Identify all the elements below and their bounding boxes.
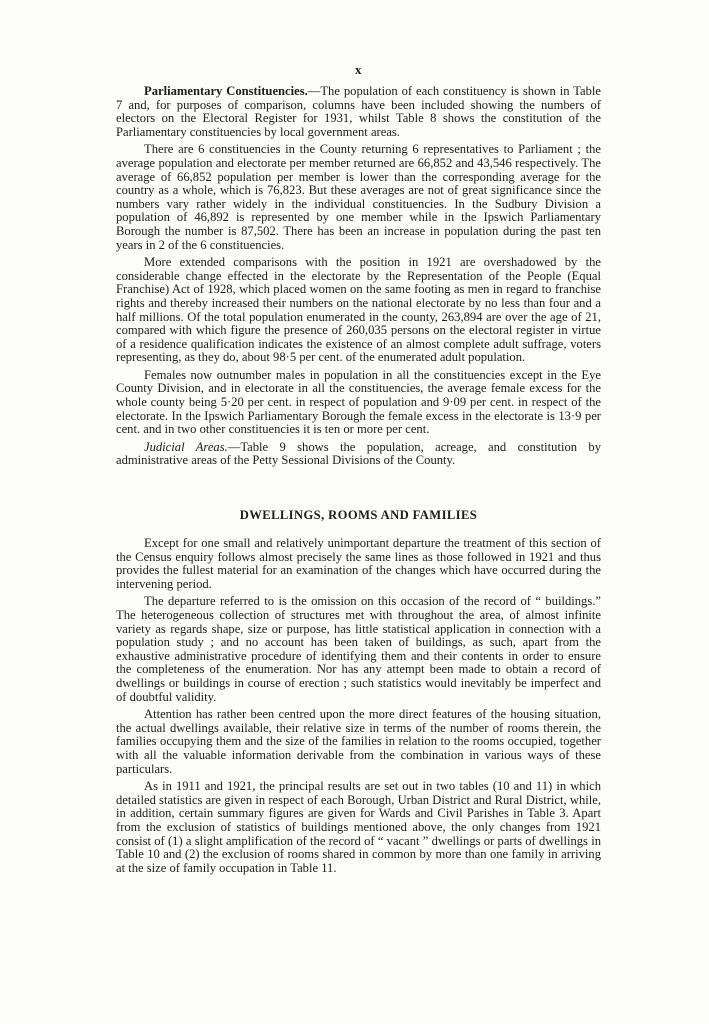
paragraph-lead-heading: Parliamentary Constituencies. (144, 84, 308, 98)
paragraph-housing-situation: Attention has rather been centred upon the more direct features of the housing situation, the actual dwellings available, their relative size in terms of the number of rooms therein, the families occupying them and the size of the families in relation to the rooms occupied, together with all the valuable information derivable from the combination in various ways of these particulars. (116, 707, 601, 776)
paragraph-female-excess: Females now outnumber males in population in all the constituencies except in the Eye County Division, and in electorate in all the constituencies, the average female excess for the whole county being 5·20 per cent. in respect of population and 9·09 per cent. in respect of the electorate. In the Ipswich Parliamentary Borough the female excess in the electorate is 13·9 per cent. and in two other constituencies it is ten or more per cent. (116, 367, 601, 437)
paragraph-constituency-averages: There are 6 constituencies in the County returning 6 representatives to Parliament ; the average population and electorate per member returned are 66,852 and 43,546 respectively. The average of 66,852 population per member is lower than the corresponding average for the country as a whole, which is 76,823. But these averages are not of great significance since the numbers vary rather widely in the individual constituencies. In the Sudbury Division a population of 46,892 is represented by one member while in the Ipswich Parliamentary Borough the number is 87,502. There has been an increase in population during the past ten years in 2 of the 6 constituencies. (116, 142, 601, 252)
paragraph-judicial-areas (116, 441, 601, 468)
paragraph-buildings-omission: The departure referred to is the omission on this occasion of the record of “ buildings.” The heterogeneous collection of structures met with throughout the area, of almost infinite variety as regards shape, size or purpose, has little statistical application in connection with a population study ; and no account has been taken of buildings, as such, apart from the exhaustive administrative procedure of identifying them and their contents in order to ensure the completeness of the enumeration. Nor has any attempt been made to obtain a record of dwellings or buildings in course of erection ; such statistics would inevitably be imperfect and of doubtful validity. (116, 594, 601, 704)
paragraph-text: —The population of each constituency is shown in Table 7 and, for purposes of comparison, columns have been included showing the numbers of electors on the Electoral Register for 1931, whilst Table 8 shows the constitution of the Parliamentary constituencies by local government areas. (116, 84, 601, 139)
page-number: x (355, 62, 362, 77)
paragraph-parliamentary-constituencies (116, 85, 601, 139)
paragraph-electorate-comparison: More extended comparisons with the position in 1921 are overshadowed by the considerable change effected in the electorate by the Representation of the People (Equal Franchise) Act of 1928, which placed women on the same footing as men in regard to franchise rights and thereby increased their numbers on the national electorate by no less than four and a half millions. Of the total population enumerated in the county, 263,894 are over the age of 21, compared with which figure the presence of 260,035 persons on the electoral register in virtue of a residence qualification indicates the existence of an almost complete adult suffrage, voters representing, as they do, about 98·5 per cent. of the enumerated adult population. (116, 255, 601, 365)
section-spacer (116, 472, 601, 498)
section-heading: DWELLINGS, ROOMS AND FAMILIES (239, 508, 478, 523)
paragraph-text: —Table 9 shows the population, acreage, and constitution by administrative areas of the Petty Sessional Divisions of the County. (116, 439, 601, 468)
paragraph-principal-results: As in 1911 and 1921, the principal results are set out in two tables (10 and 11) in which detailed statistics are given in respect of each Borough, Urban District and Rural District, while, in addition, certain summary figures are given for Wards and Civil Parishes in Table 3. Apart from the exclusion of statistics of buildings mentioned above, the only changes from 1921 consist of (1) a slight amplification of the record of “ vacant ” dwellings or parts of dwellings in Table 10 and (2) the exclusion of rooms shared in common by more than one family in arriving at the size of family occupation in Table 11. (116, 779, 601, 875)
paragraph-lead-heading: Judicial Areas. (144, 439, 228, 454)
paragraph-census-treatment: Except for one small and relatively unimportant departure the treatment of this section of the Census enquiry follows almost precisely the same lines as those followed in 1921 and thus provides the fullest material for an examination of the changes which have occurred during the intervening period. (116, 536, 601, 591)
